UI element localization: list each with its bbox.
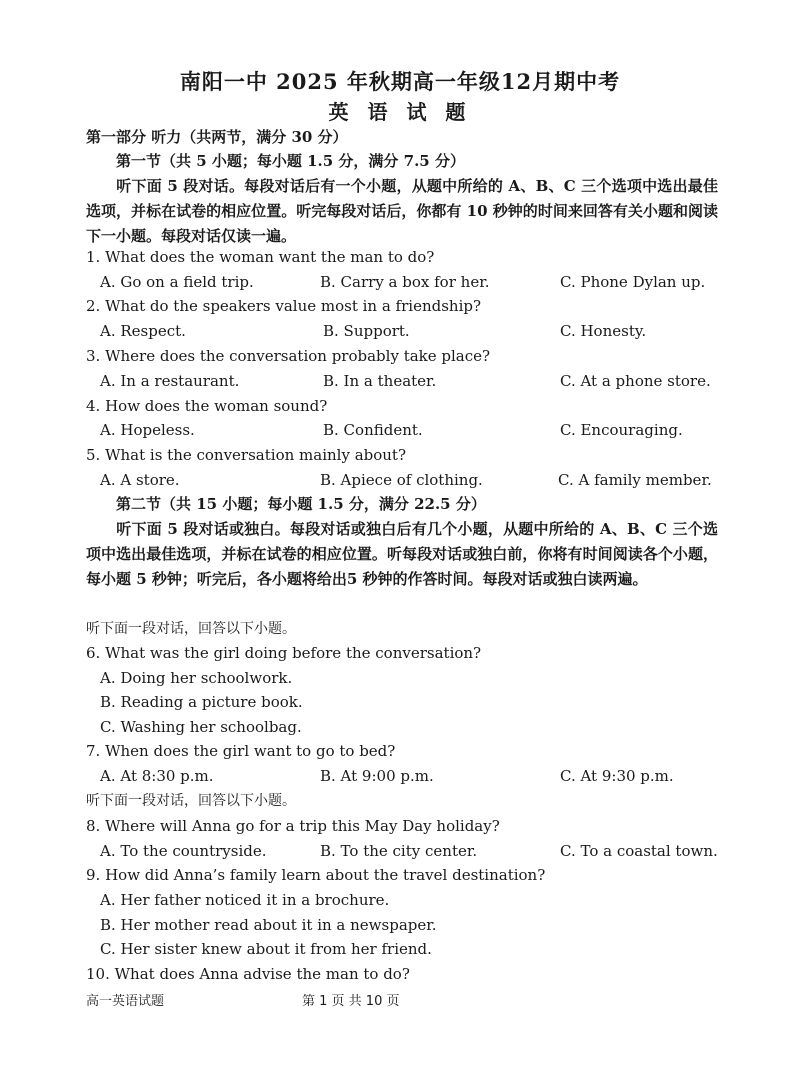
q3-option-a: A. In a restaurant.: [100, 372, 240, 390]
q4-option-b: B. Confident.: [323, 421, 423, 439]
q1-option-a: A. Go on a field trip.: [100, 273, 254, 291]
section2-heading: 第二节（共 15 小题；每小题 1.5 分，满分 22.5 分）: [116, 495, 486, 513]
dialogue-prompt: 听下面一段对话，回答以下小题。: [86, 621, 296, 637]
q8-option-b: B. To the city center.: [320, 842, 478, 860]
q2-option-c: C. Honesty.: [560, 322, 647, 340]
q4-option-c: C. Encouraging.: [560, 421, 683, 439]
part1-heading: 第一部分 听力（共两节，满分 30 分）: [86, 128, 348, 146]
exam-title: 南阳一中 2025 年秋期高一年级12月期中考: [179, 69, 621, 94]
question-1: 1. What does the woman want the man to do?: [86, 248, 435, 266]
q6-option-a: A. Doing her schoolwork.: [100, 669, 293, 687]
question-6: 6. What was the girl doing before the conversation?: [86, 644, 482, 662]
question-2: 2. What do the speakers value most in a friendship?: [86, 297, 482, 315]
q7-option-a: A. At 8:30 p.m.: [100, 767, 214, 785]
page-number: 第 1 页 共 10 页: [302, 994, 400, 1009]
q3-option-c: C. At a phone store.: [560, 372, 711, 390]
q7-option-b: B. At 9:00 p.m.: [320, 767, 434, 785]
question-4: 4. How does the woman sound?: [86, 397, 328, 415]
q5-option-b: B. Apiece of clothing.: [320, 471, 483, 489]
q9-option-b: B. Her mother read about it in a newspaper.: [100, 916, 437, 934]
q8-option-a: A. To the countryside.: [100, 842, 267, 860]
q5-option-a: A. A store.: [100, 471, 180, 489]
question-3: 3. Where does the conversation probably take place?: [86, 347, 491, 365]
q7-option-c: C. At 9:30 p.m.: [560, 767, 674, 785]
q1-option-c: C. Phone Dylan up.: [560, 273, 706, 291]
section1-instructions: 听下面 5 段对话。每段对话后有一个小题，从题中所给的 A、B、C 三个选项中选出最佳选项，并标在试卷的相应位置。听完每段对话后，你都有 10 秒钟的时间来回答有关小题和阅读下一小题。每段对话仅读一遍。: [86, 177, 718, 245]
q3-option-b: B. In a theater.: [323, 372, 437, 390]
dialogue-prompt: 听下面一段对话，回答以下小题。: [86, 793, 296, 809]
q9-option-a: A. Her father noticed it in a brochure.: [100, 891, 390, 909]
question-10: 10. What does Anna advise the man to do?: [86, 965, 410, 983]
question-7: 7. When does the girl want to go to bed?: [86, 742, 396, 760]
q5-option-c: C. A family member.: [558, 471, 712, 489]
q2-option-a: A. Respect.: [100, 322, 186, 340]
section1-heading: 第一节（共 5 小题；每小题 1.5 分，满分 7.5 分）: [116, 152, 465, 170]
q2-option-b: B. Support.: [323, 322, 410, 340]
question-9: 9. How did Anna’s family learn about the travel destination?: [86, 866, 546, 884]
q9-option-c: C. Her sister knew about it from her friend.: [100, 940, 432, 958]
exam-subtitle: 英 语 试 题: [328, 100, 472, 124]
question-5: 5. What is the conversation mainly about?: [86, 446, 407, 464]
q6-option-c: C. Washing her schoolbag.: [100, 718, 302, 736]
q8-option-c: C. To a coastal town.: [560, 842, 718, 860]
section2-instructions: 听下面 5 段对话或独白。每段对话或独白后有几个小题，从题中所给的 A、B、C 三个选项中选出最佳选项，并标在试卷的相应位置。听每段对话或独白前，你将有时间阅读各个小题，每小题 5 秒钟；听完后，各小题将给出5 秒钟的作答时间。每段对话或独白读两遍。: [86, 520, 718, 588]
question-8: 8. Where will Anna go for a trip this May Day holiday?: [86, 817, 500, 835]
q6-option-b: B. Reading a picture book.: [100, 693, 303, 711]
footer-subject: 高一英语试题: [86, 994, 165, 1009]
q4-option-a: A. Hopeless.: [100, 421, 195, 439]
q1-option-b: B. Carry a box for her.: [320, 273, 490, 291]
